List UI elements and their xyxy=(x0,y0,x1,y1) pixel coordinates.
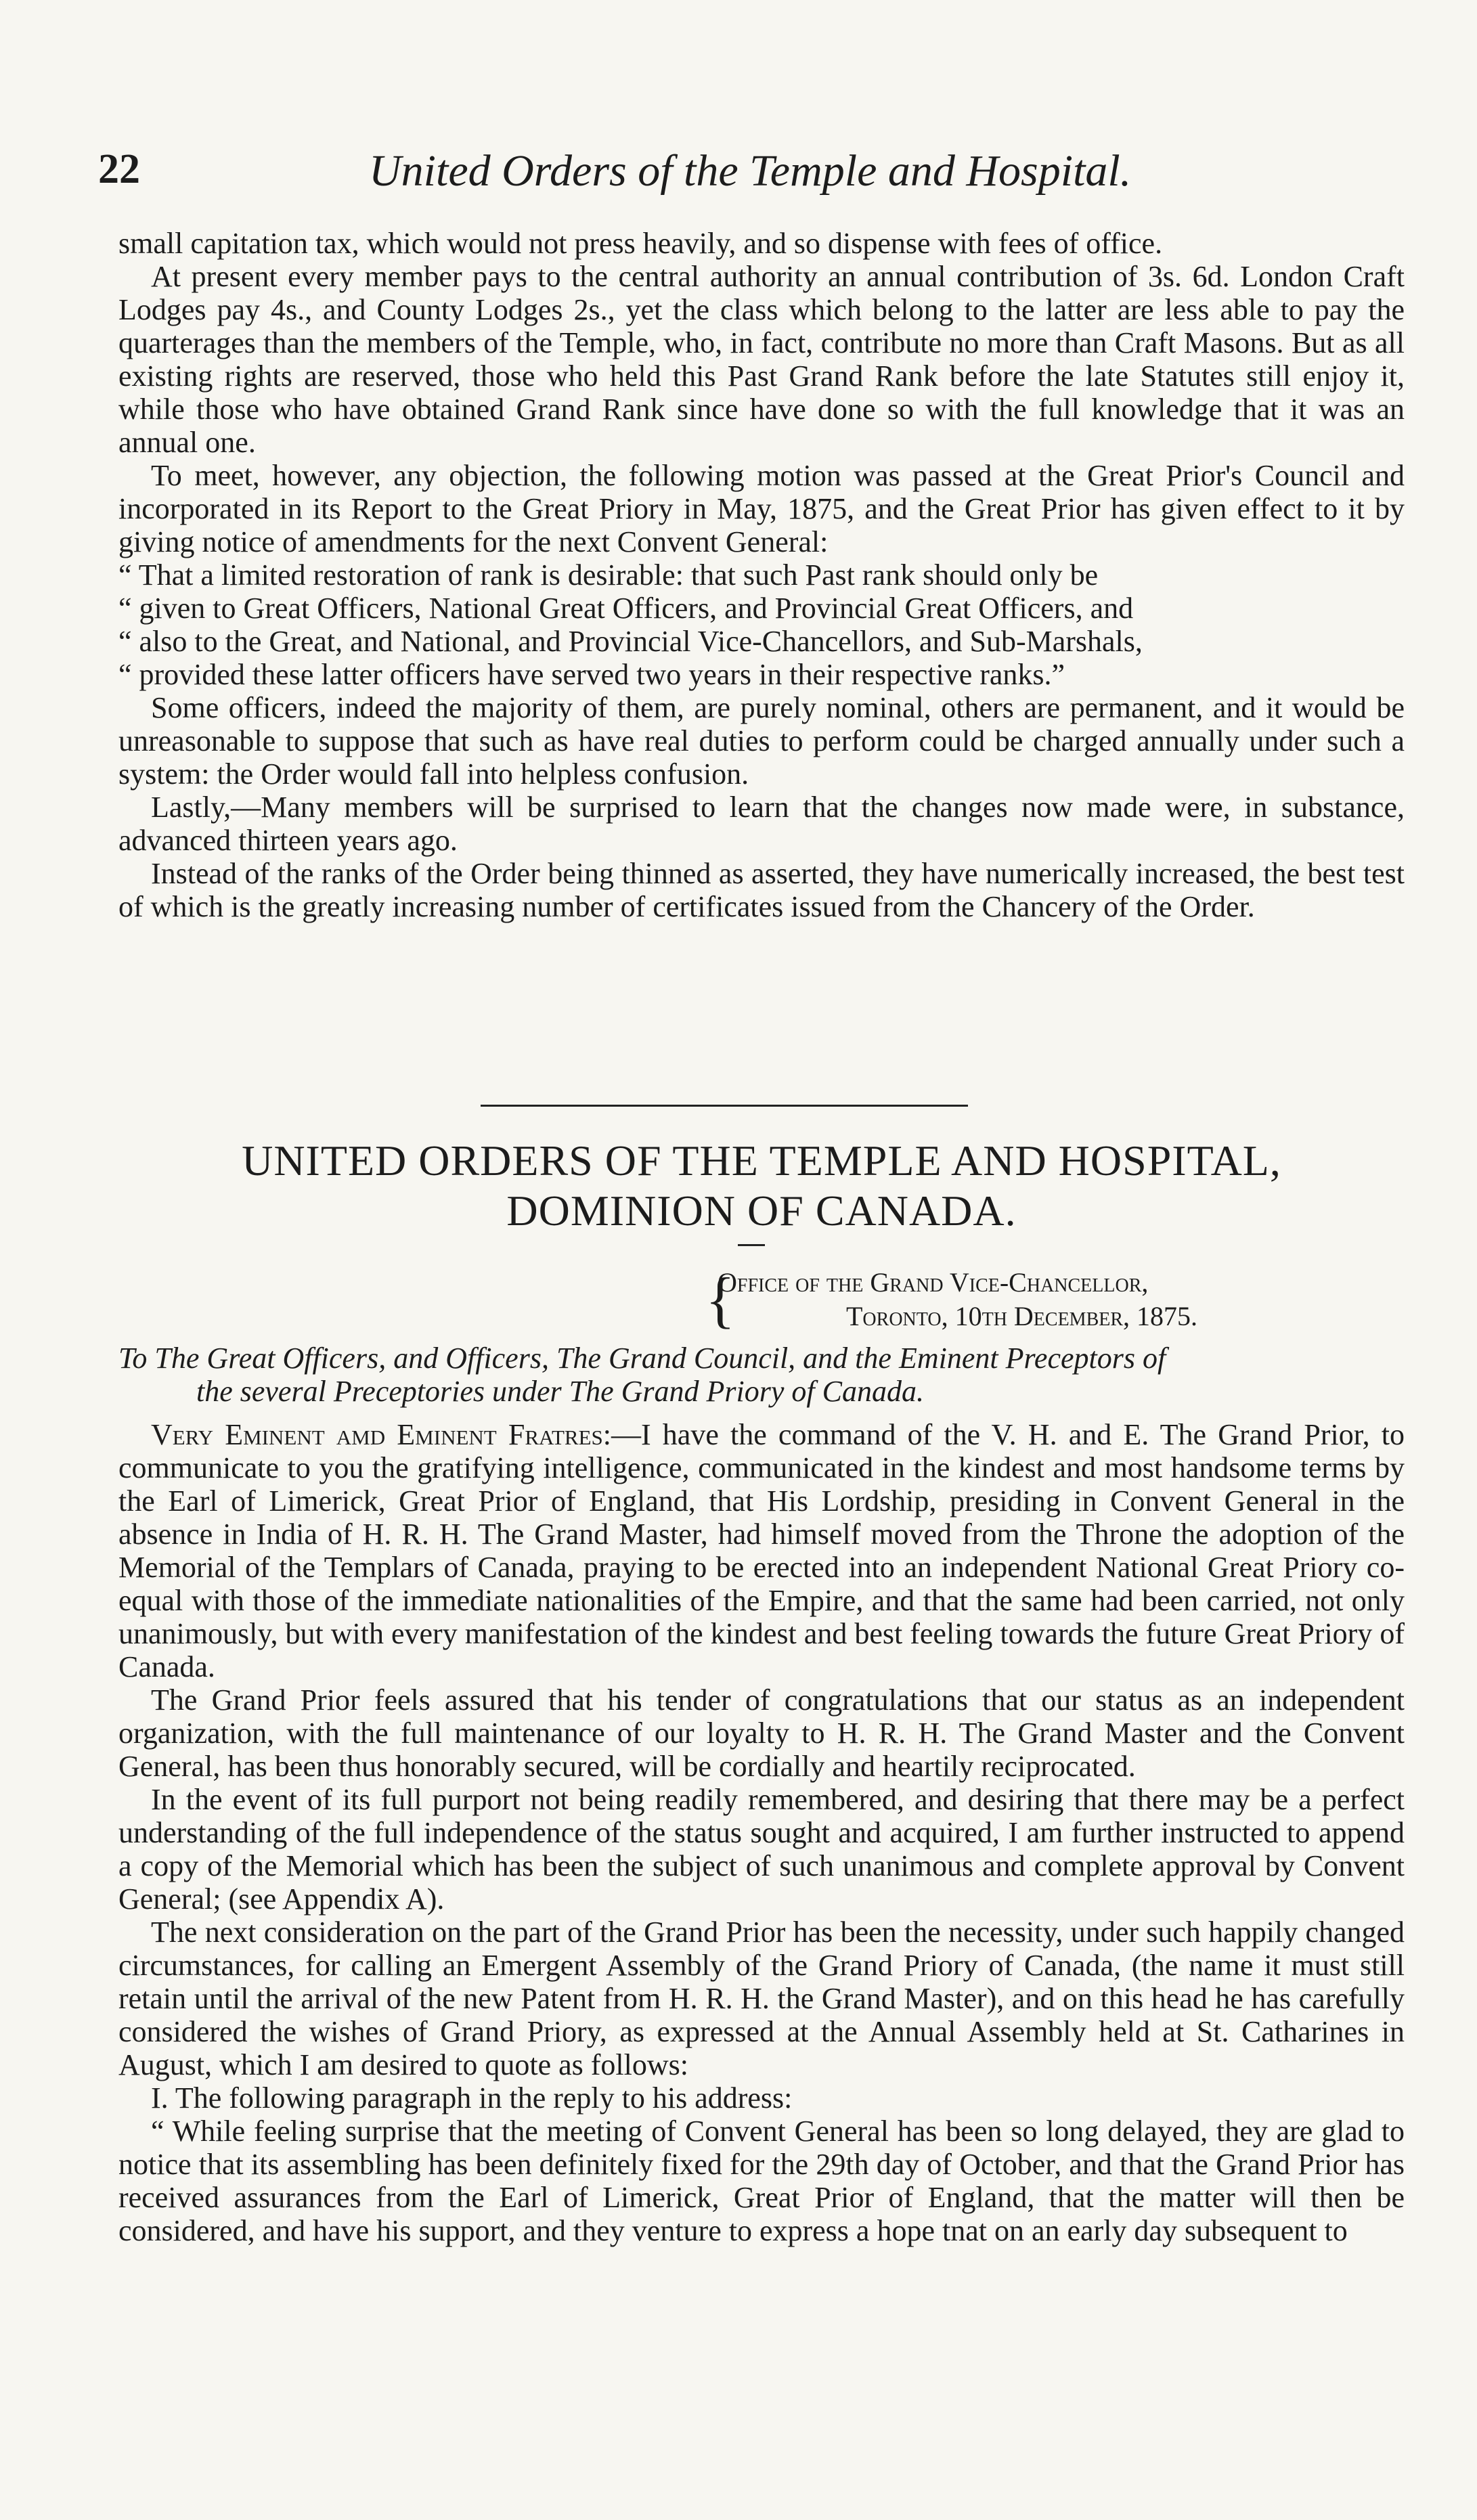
paragraph: The Grand Prior feels assured that his tender of congratulations that our status as an independent organization, with the full maintenance of our loyalty to H. R. H. The Grand Master and the Convent General, has been thus honorably secured, will be cordially and heartily reciprocated. xyxy=(118,1683,1405,1783)
paragraph: At present every member pays to the central authority an annual contribution of 3s. 6d. London Craft Lodges pay 4s., and County Lodges 2s., yet the class which belong to the latter are less able to pay the quarterages than the members of the Temple, who, in fact, contribute no more than Craft Masons. But as all existing rights are reserved, those who held this Past Grand Rank before the late Statutes still enjoy it, while those who have obtained Grand Rank since have done so with the full knowledge that it was an annual one. xyxy=(118,260,1405,459)
office-dateline xyxy=(718,1266,1408,1333)
letter-body xyxy=(118,1418,1405,2247)
opening-section xyxy=(118,227,1405,923)
running-title: United Orders of the Temple and Hospital. xyxy=(369,146,1132,196)
office-date: Toronto, 10th December, 1875. xyxy=(846,1301,1198,1331)
section-divider xyxy=(481,1105,968,1107)
paragraph: Instead of the ranks of the Order being thinned as asserted, they have numerically increased, the best test of which is the greatly increasing number of certificates issued from the Chancery of the Order. xyxy=(118,857,1405,923)
paragraph: Some officers, indeed the majority of them, are purely nominal, others are permanent, and it would be unreasonable to suppose that such as have real duties to perform could be charged annually under such a system: the Order would fall into helpless confusion. xyxy=(118,691,1405,791)
section-heading-line: UNITED ORDERS OF THE TEMPLE AND HOSPITAL, xyxy=(242,1136,1281,1185)
motion-quote-line: “ also to the Great, and National, and Provincial Vice-Chancellors, and Sub-Marshals, xyxy=(118,625,1143,658)
address-line: the several Preceptories under The Grand Priory of Canada. xyxy=(196,1375,924,1408)
motion-quote-line: “ That a limited restoration of rank is desirable: that such Past rank should only be xyxy=(118,558,1099,592)
paragraph: Lastly,—Many members will be surprised to learn that the changes now made were, in substance, advanced thirteen years ago. xyxy=(118,791,1405,857)
section-heading-line: DOMINION OF CANADA. xyxy=(506,1187,1017,1235)
paragraph: small capitation tax, which would not press heavily, and so dispense with fees of office. xyxy=(118,227,1163,260)
paragraph: In the event of its full purport not being readily remembered, and desiring that there may be a perfect understanding of the full independence of the status sought and acquired, I am further instructed to append a copy of the Memorial which has been the subject of such unanimous and complete approval by Convent General; (see Appendix A). xyxy=(118,1783,1405,1916)
opening-text: —I have the command of the V. H. and E. The Grand Prior, to communicate to you the gratifying intelligence, communicated in the kindest and most handsome terms by the Earl of Limerick, Great Prior of England, that His Lordship, presiding in Convent General in the absence in India of H. R. H. The Grand Master, had himself moved from the Throne the adoption of the Memorial of the Templars of Canada, praying to be erected into an independent National Great Priory co-equal with those of the immediate nationalities of the Empire, and that the same had been carried, not only unanimously, but with every manifestation of the kindest and best feeling towards the future Great Priory of Canada. xyxy=(118,1418,1405,1683)
quoted-paragraph: “ While feeling surprise that the meeting of Convent General has been so long delayed, they are glad to notice that its assembling has been definitely fixed for the 29th day of October, and that the Grand Prior has received assurances from the Earl of Limerick, Great Prior of England, that the matter will then be considered, and have his support, and they venture to express a hope tnat on an early day subsequent to xyxy=(118,2115,1405,2247)
motion-quote-line: “ given to Great Officers, National Great Officers, and Provincial Great Officers, and xyxy=(118,592,1134,625)
short-divider xyxy=(738,1244,765,1246)
address-line: To The Great Officers, and Officers, The Grand Council, and the Eminent Preceptors of xyxy=(118,1342,1166,1375)
paragraph: The next consideration on the part of the Grand Prior has been the necessity, under such happily changed circumstances, for calling an Emergent Assembly of the Grand Priory of Canada, (the name it must still retain until the arrival of the new Patent from H. R. H. the Grand Master), and on this head he has carefully considered the wishes of Grand Priory, as expressed at the Annual Assembly held at St. Catharines in August, which I am desired to quote as follows: xyxy=(118,1916,1405,2081)
section-heading xyxy=(118,1136,1405,1236)
letter-opening xyxy=(118,1418,1405,1683)
paragraph: To meet, however, any objection, the following motion was passed at the Great Prior's Council and incorporated in its Report to the Great Priory in May, 1875, and the Great Prior has given effect to it by giving notice of amendments for the next Convent General: xyxy=(118,459,1405,558)
salutation: Very Eminent amd Eminent Fratres: xyxy=(151,1418,611,1451)
office-title: Office of the Grand Vice-Chancellor, xyxy=(718,1267,1149,1298)
letter-address xyxy=(118,1342,1405,1408)
page-header xyxy=(98,146,1405,200)
paragraph: I. The following paragraph in the reply to his address: xyxy=(151,2081,793,2115)
page-number: 22 xyxy=(98,146,140,192)
brace-glyph: { xyxy=(705,1265,736,1334)
motion-quote-line: “ provided these latter officers have served two years in their respective ranks.” xyxy=(118,658,1065,691)
